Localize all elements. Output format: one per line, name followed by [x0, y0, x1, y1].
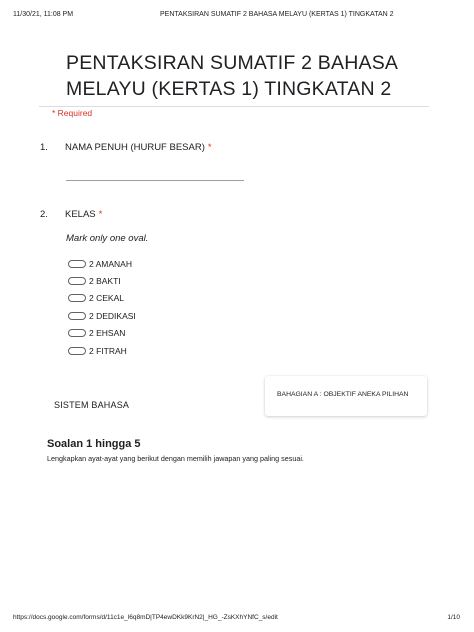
question-label-text: NAMA PENUH (HURUF BESAR) — [65, 142, 205, 153]
option-2-amanah[interactable] — [68, 255, 136, 272]
required-star: * — [98, 209, 103, 220]
option-label: 2 AMANAH — [89, 258, 132, 269]
option-label: 2 DEDIKASI — [89, 310, 136, 321]
question-label — [65, 209, 102, 220]
radio-oval-icon[interactable] — [68, 347, 86, 355]
radio-oval-icon[interactable] — [68, 294, 86, 302]
option-2-fitrah[interactable] — [68, 342, 136, 359]
question-label-text: KELAS — [65, 209, 96, 220]
question-hint: Mark only one oval. — [66, 233, 149, 244]
option-label: 2 BAKTI — [89, 276, 121, 287]
section-title: SISTEM BAHASA — [54, 400, 130, 410]
radio-oval-icon[interactable] — [68, 312, 86, 320]
page-number: 1/10 — [447, 614, 460, 621]
class-options — [68, 255, 136, 359]
option-2-ehsan[interactable] — [68, 325, 136, 342]
option-label: 2 CEKAL — [89, 293, 124, 304]
print-url[interactable]: https://docs.google.com/forms/d/11c1e_l6q8mD|TP4ewDKk9KrN2|_HG_-ZsKXhYNfC_s/edit — [13, 614, 278, 621]
question-number: 1. — [40, 142, 48, 153]
form-title: PENTAKSIRAN SUMATIF 2 BAHASA MELAYU (KERTAS 1) TINGKATAN 2 — [66, 52, 398, 100]
soalan-description: Lengkapkan ayat-ayat yang berikut dengan memilih jawapan yang paling sesuai. — [47, 454, 304, 463]
soalan-title: Soalan 1 hingga 5 — [47, 438, 141, 450]
radio-oval-icon[interactable] — [68, 329, 86, 337]
print-doc-title: PENTAKSIRAN SUMATIF 2 BAHASA MELAYU (KERTAS 1) TINGKATAN 2 — [160, 11, 394, 18]
print-date: 11/30/21, 11:08 PM — [13, 11, 74, 18]
option-label: 2 FITRAH — [89, 345, 127, 356]
option-label: 2 EHSAN — [89, 328, 126, 339]
full-name-input[interactable] — [66, 180, 244, 181]
option-2-cekal[interactable] — [68, 290, 136, 307]
question-number: 2. — [40, 209, 48, 220]
option-2-dedikasi[interactable] — [68, 307, 136, 324]
section-card-text: BAHAGIAN A : OBJEKTIF ANEKA PILIHAN — [277, 391, 409, 398]
question-label — [65, 142, 212, 153]
required-star: * — [207, 142, 212, 153]
option-2-bakti[interactable] — [68, 272, 136, 289]
radio-oval-icon[interactable] — [68, 260, 86, 268]
title-divider — [39, 106, 429, 107]
section-card — [265, 376, 427, 416]
required-note: * Required — [52, 108, 93, 118]
radio-oval-icon[interactable] — [68, 277, 86, 285]
